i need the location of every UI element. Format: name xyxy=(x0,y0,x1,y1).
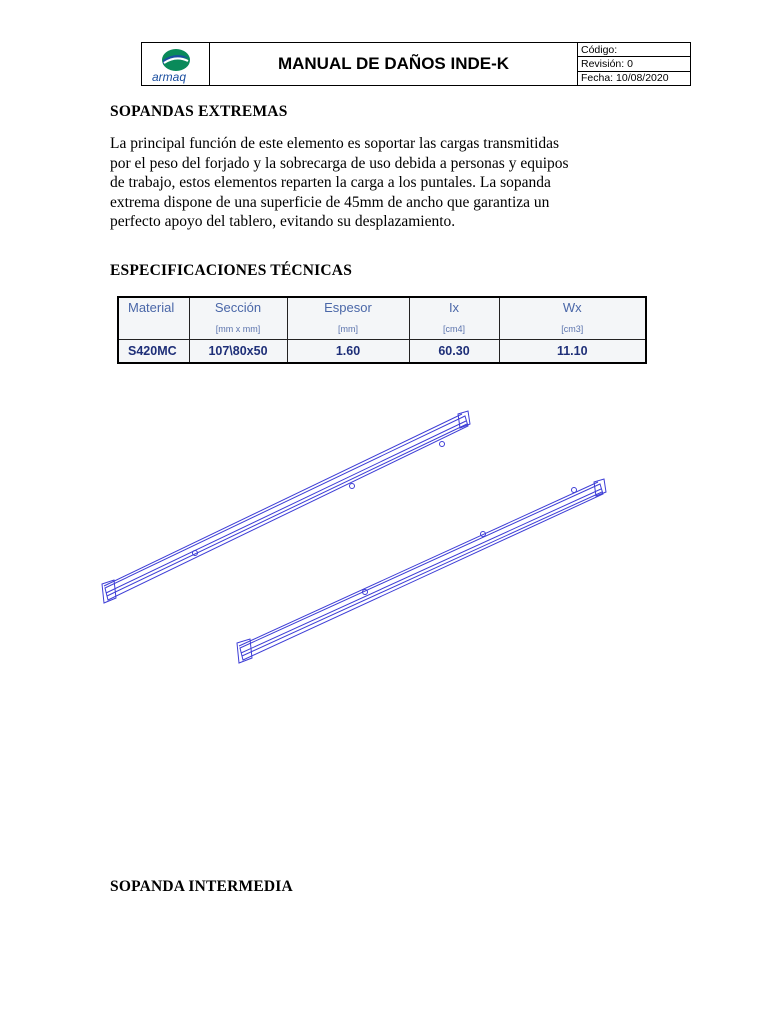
section-heading-sopanda-intermedia: SOPANDA INTERMEDIA xyxy=(110,878,293,895)
header-wx: Wx xyxy=(562,300,582,315)
header-material: Material xyxy=(119,298,189,324)
paragraph-line: perfecto apoyo del tablero, evitando su desplazamiento. xyxy=(110,213,456,230)
fecha-field: Fecha: 10/08/2020 xyxy=(581,72,669,85)
specs-unit-row xyxy=(119,324,645,340)
svg-text:armaq: armaq xyxy=(152,70,187,84)
specs-header-row xyxy=(119,298,645,324)
codigo-field: Código: xyxy=(578,43,690,57)
paragraph-line: por el peso del forjado y la sobrecarga de uso debida a personas y equipos xyxy=(110,154,569,172)
specs-table xyxy=(117,296,647,364)
section-heading-especificaciones: ESPECIFICACIONES TÉCNICAS xyxy=(110,262,353,279)
header-seccion: Sección xyxy=(189,298,287,324)
paragraph-line: de trabajo, estos elementos reparten la carga a los puntales. La sopanda xyxy=(110,174,551,191)
unit-material xyxy=(119,324,189,340)
unit-seccion: [mm x mm] xyxy=(189,324,287,340)
header-espesor: Espesor xyxy=(287,298,409,324)
revision-field: Revisión: 0 xyxy=(578,57,690,71)
specs-value-row xyxy=(119,340,645,363)
value-material: S420MC xyxy=(119,340,189,363)
value-seccion: 107\80x50 xyxy=(189,340,287,363)
paragraph-line: La principal función de este elemento es soportar las cargas transmitidas xyxy=(110,135,560,152)
header-ix: Ix xyxy=(409,298,499,324)
upper-beam-shape xyxy=(105,416,468,600)
document-header xyxy=(141,42,691,86)
armaq-logo-icon xyxy=(148,47,204,85)
paragraph-line: extrema dispone de una superficie de 45mm de ancho que garantiza un xyxy=(110,193,550,211)
section-heading-sopandas-extremas: SOPANDAS EXTREMAS xyxy=(110,103,288,120)
logo-cell xyxy=(142,43,210,85)
description-paragraph xyxy=(110,134,650,232)
document-meta xyxy=(578,43,690,85)
unit-wx: [cm3] xyxy=(561,323,584,334)
value-espesor: 1.60 xyxy=(287,340,409,363)
value-wx: 11.10 xyxy=(499,340,645,363)
value-ix: 60.30 xyxy=(409,340,499,363)
document-title: MANUAL DE DAÑOS INDE-K xyxy=(210,43,578,85)
sopanda-beams-drawing-icon xyxy=(100,408,620,668)
unit-espesor: [mm] xyxy=(287,324,409,340)
unit-ix: [cm4] xyxy=(409,324,499,340)
